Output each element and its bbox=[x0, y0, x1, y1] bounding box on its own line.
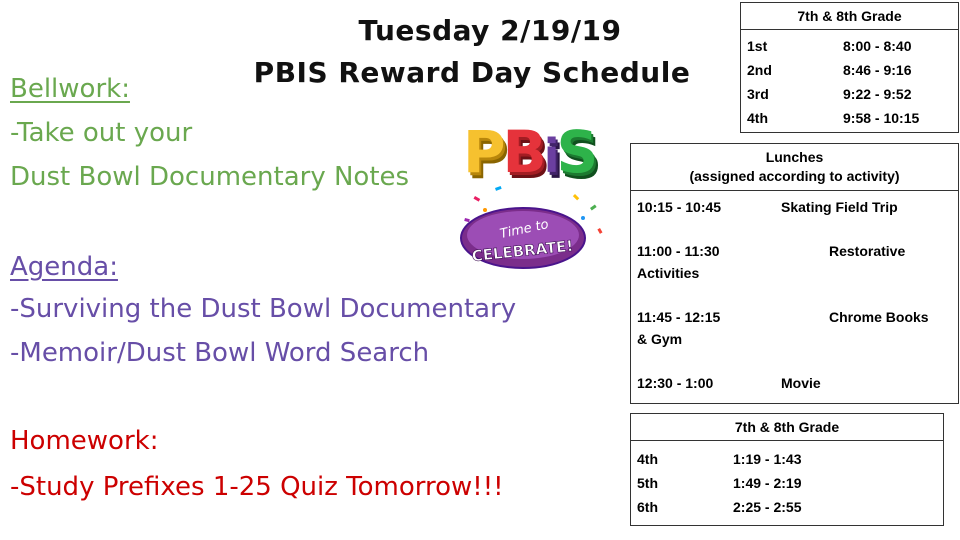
table-row bbox=[631, 495, 943, 519]
lunch-time: 12:30 - 1:00 bbox=[637, 375, 714, 391]
agenda-item-1: -Surviving the Dust Bowl Documentary bbox=[10, 294, 517, 324]
period-cell: 4th bbox=[747, 110, 768, 126]
bellwork-item-2: Dust Bowl Documentary Notes bbox=[10, 162, 410, 192]
table-row bbox=[741, 58, 958, 82]
lunch-activity: Movie bbox=[781, 375, 821, 391]
time-cell: 8:00 - 8:40 bbox=[843, 38, 912, 54]
time-cell: 2:25 - 2:55 bbox=[733, 499, 802, 515]
time-cell: 1:49 - 2:19 bbox=[733, 475, 802, 491]
table-row bbox=[631, 306, 958, 328]
time-cell: 1:19 - 1:43 bbox=[733, 451, 802, 467]
logo-line1: Time to bbox=[498, 217, 550, 243]
table-row bbox=[741, 82, 958, 106]
agenda-item-2: -Memoir/Dust Bowl Word Search bbox=[10, 338, 430, 368]
period-cell: 1st bbox=[747, 38, 768, 54]
schedule-bottom-title: 7th & 8th Grade bbox=[631, 414, 943, 441]
table-row bbox=[631, 196, 958, 218]
lunch-time: 11:45 - 12:15 bbox=[637, 309, 721, 325]
period-cell: 3rd bbox=[747, 86, 769, 102]
table-row bbox=[631, 372, 958, 394]
logo-letters: PBiS bbox=[463, 118, 596, 186]
page-title: Tuesday 2/19/19 bbox=[358, 14, 622, 47]
bellwork-heading: Bellwork: bbox=[10, 74, 130, 104]
table-row bbox=[741, 34, 958, 58]
table-row bbox=[631, 240, 958, 262]
lunch-time: 10:15 - 10:45 bbox=[637, 199, 722, 215]
logo-line2: CELEBRATE! bbox=[470, 236, 575, 266]
lunches-header bbox=[631, 144, 958, 191]
table-row bbox=[631, 471, 943, 495]
table-row bbox=[631, 447, 943, 471]
lunches-subtitle: (assigned according to activity) bbox=[689, 168, 900, 184]
time-cell: 9:58 - 10:15 bbox=[843, 110, 920, 126]
time-cell: 8:46 - 9:16 bbox=[843, 62, 912, 78]
pbis-celebrate-logo bbox=[455, 118, 620, 288]
schedule-bottom-table bbox=[630, 413, 944, 526]
lunch-activity: Restorative bbox=[829, 243, 906, 259]
lunches-table bbox=[630, 143, 959, 404]
time-cell: 9:22 - 9:52 bbox=[843, 86, 912, 102]
lunch-time: 11:00 - 11:30 bbox=[637, 243, 720, 259]
lunches-title: Lunches bbox=[765, 149, 824, 165]
homework-heading: Homework: bbox=[10, 426, 159, 456]
lunch-activity: Skating Field Trip bbox=[781, 199, 898, 215]
schedule-top-title: 7th & 8th Grade bbox=[741, 3, 958, 30]
period-cell: 6th bbox=[637, 499, 658, 515]
page-subtitle: PBIS Reward Day Schedule bbox=[253, 56, 691, 89]
period-cell: 2nd bbox=[747, 62, 772, 78]
period-cell: 5th bbox=[637, 475, 658, 491]
lunch-activity-cont: Activities bbox=[637, 265, 700, 281]
lunch-activity-cont: & Gym bbox=[637, 331, 683, 347]
lunch-activity: Chrome Books bbox=[829, 309, 929, 325]
table-row bbox=[741, 106, 958, 130]
agenda-heading: Agenda: bbox=[10, 252, 118, 282]
homework-item-1: -Study Prefixes 1-25 Quiz Tomorrow!!! bbox=[10, 472, 504, 502]
bellwork-item-1: -Take out your bbox=[10, 118, 193, 148]
schedule-top-table bbox=[740, 2, 959, 133]
period-cell: 4th bbox=[637, 451, 658, 467]
